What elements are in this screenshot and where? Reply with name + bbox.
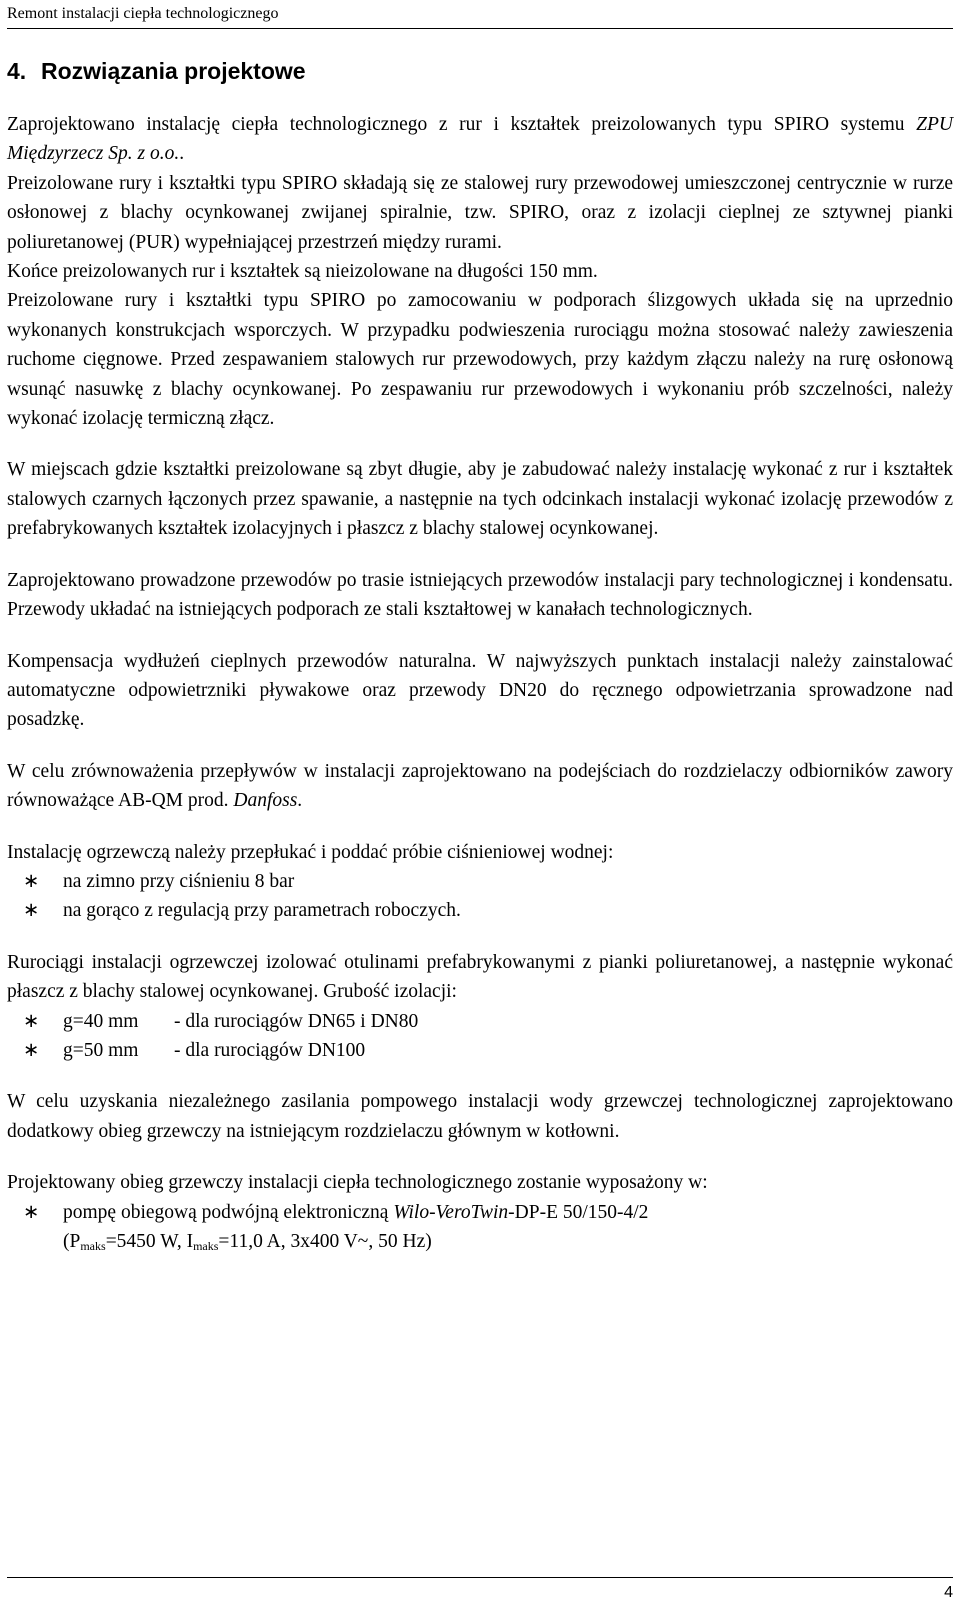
brand-danfoss: Danfoss [233, 790, 298, 812]
paragraph-1-ends: Końce preizolowanych rur i kształtek są nieizolowane na długości 150 mm. [7, 261, 598, 283]
paragraph-3: Zaprojektowano prowadzone przewodów po trasie istniejących przewodów instalacji pary technologicznej i kondensatu. Przewody układać na istniejących podporach ze stali kształtowej w kanałach technologicznych. [7, 569, 953, 621]
paragraph-8: W celu uzyskania niezależnego zasilania pompowego instalacji wody grzewczej technologicznej zaprojektowano dodatkowy obieg grzewczy na istniejącym rozdzielaczu głównym w kotłowni. [7, 1091, 953, 1142]
equipment-list [7, 1198, 953, 1262]
pump-text: pompę obiegową podwójną elektroniczną [63, 1201, 394, 1223]
list-item [7, 1036, 953, 1065]
list-item-text: na gorąco z regulacją przy parametrach roboczych. [63, 900, 461, 922]
paragraph-2: W miejscach gdzie kształtki preizolowane są zbyt długie, aby je zabudować należy instalację wykonać z rur i kształtek stalowych czarnych łączonych przez spawanie, a następnie na tych odcinkach instalacji wykonać izolację przewodów z prefabrykowanych kształtek izolacyjnych i płaszcz z blachy stalowej ocynkowanej. [7, 459, 953, 540]
section-number: 4. [7, 58, 27, 84]
pump-model-code: -DP-E 50/150-4/2 [508, 1201, 649, 1223]
list-item-text: na zimno przy ciśnieniu 8 bar [63, 870, 295, 892]
paragraph-5 [7, 757, 953, 816]
list-item [7, 896, 953, 925]
paragraph-1-text-a: Zaprojektowano instalację ciepła technologicznego z rur i kształtek preizolowanych typu SPIRO systemu [7, 114, 917, 135]
insulation-list [7, 1007, 953, 1066]
bullet-icon: ∗ [23, 870, 40, 892]
page-number: 4 [944, 1584, 953, 1601]
paragraph-7: Rurociągi instalacji ogrzewczej izolować otulinami prefabrykowanymi z pianki poliuretanowej, a następnie wykonać płaszcz z blachy stalowej ocynkowanej. Grubość izolacji: [7, 951, 953, 1003]
paragraph-4: Kompensacja wydłużeń cieplnych przewodów naturalna. W najwyższych punktach instalacji należy zainstalować automatyczne odpowietrzniki pływakowe oraz przewody DN20 do ręcznego odpowietrzania sprowadzone nad posadzkę. [7, 650, 953, 731]
list-item [7, 1007, 953, 1036]
header-title: Remont instalacji ciepła technologicznego [7, 5, 279, 22]
paragraph-1-spiro: Preizolowane rury i kształtki typu SPIRO składają się ze stalowej rury przewodowej umieszczonej centrycznie w rurze osłonowej z blachy ocynkowanej zwijanej spiralnie, tzw. SPIRO, oraz z izolacji cieplnej ze sztywnej pianki poliuretanowej (PUR) wypełniającej przestrzeń między rurami. [7, 172, 953, 253]
pump-spec-b: =5450 W, I [105, 1231, 194, 1252]
section-heading [7, 56, 953, 86]
insulation-desc: - dla rurociągów DN100 [174, 1039, 366, 1061]
paragraph-1-text-c: . [179, 143, 185, 165]
list-item [7, 1198, 953, 1262]
paragraph-6-intro: Instalację ogrzewczą należy przepłukać i poddać próbie ciśnieniowej wodnej: [7, 841, 614, 863]
insulation-thickness: g=50 mm [63, 1039, 139, 1061]
company-name: ZPU Międzyrzecz Sp. z o.o. [7, 114, 953, 165]
bullet-icon: ∗ [23, 900, 40, 922]
paragraph-5-text-c: . [297, 790, 303, 812]
pump-spec-sub2: maks [193, 1239, 219, 1253]
paragraph-9-intro: Projektowany obieg grzewczy instalacji ciepła technologicznego zostanie wyposażony w: [7, 1172, 708, 1194]
pump-spec-a: (P [63, 1231, 81, 1252]
bullet-icon: ∗ [23, 1010, 40, 1032]
list-item [7, 867, 953, 896]
pump-model: Wilo-VeroTwin [393, 1201, 509, 1223]
paragraph-5-text-a: W celu zrównoważenia przepływów w instalacji zaprojektowano na podejściach do rozdzielaczy odbiorników zawory równoważące AB-QM prod. [7, 760, 953, 812]
pressure-test-list [7, 867, 953, 926]
bullet-icon: ∗ [23, 1201, 40, 1223]
pump-spec-sub1: maks [80, 1239, 106, 1253]
section-title: Rozwiązania projektowe [41, 58, 306, 84]
pump-spec-c: =11,0 A, 3x400 V~, 50 Hz) [218, 1231, 432, 1252]
paragraph-1 [7, 110, 953, 169]
paragraph-1-mounting: Preizolowane rury i kształtki typu SPIRO po zamocowaniu w podporach ślizgowych układa się na uprzednio wykonanych konstrukcjach wsporczych. W przypadku podwieszenia rurociągu można stosować należy zawieszenia ruchome cięgnowe. Przed zespawaniem stalowych rur przewodowych, przy każdym złączu należy na rurę osłonową wsunąć nasuwkę z blachy ocynkowanej. Po zespawaniu rur przewodowych i wykonaniu prób szczelności, należy wykonać izolację termiczną złącz. [7, 290, 953, 430]
insulation-thickness: g=40 mm [63, 1010, 139, 1032]
bullet-icon: ∗ [23, 1039, 40, 1061]
insulation-desc: - dla rurociągów DN65 i DN80 [174, 1010, 419, 1032]
page-footer [7, 1577, 953, 1608]
page-content [7, 56, 953, 1261]
running-header [7, 4, 953, 29]
